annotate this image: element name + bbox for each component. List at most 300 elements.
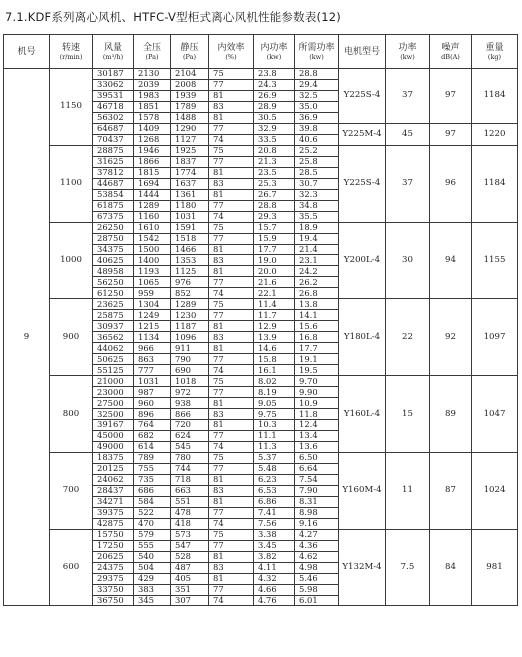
internal-power-cell: 6.53 <box>254 485 295 496</box>
motor-power-cell: 37 <box>386 145 430 222</box>
static-pressure-cell: 1488 <box>171 112 209 123</box>
efficiency-cell: 77 <box>209 354 254 365</box>
total-pressure-cell: 1031 <box>134 376 171 387</box>
airflow-cell: 56302 <box>93 112 134 123</box>
motor-power-cell: 22 <box>386 299 430 376</box>
column-header-label: 重量 <box>485 42 504 53</box>
motor-power-cell: 15 <box>386 376 430 453</box>
internal-power-cell: 32.9 <box>254 123 295 134</box>
table-row <box>4 529 518 540</box>
static-pressure-cell: 1031 <box>171 211 209 222</box>
airflow-cell: 67375 <box>93 211 134 222</box>
total-pressure-cell: 1289 <box>134 200 171 211</box>
efficiency-cell: 81 <box>209 266 254 277</box>
internal-power-cell: 26.7 <box>254 189 295 200</box>
internal-power-cell: 20.8 <box>254 145 295 156</box>
column-header <box>339 35 386 69</box>
efficiency-cell: 74 <box>209 595 254 606</box>
total-pressure-cell: 966 <box>134 343 171 354</box>
required-power-cell: 21.4 <box>295 244 339 255</box>
total-pressure-cell: 1160 <box>134 211 171 222</box>
efficiency-cell: 77 <box>209 430 254 441</box>
static-pressure-cell: 1353 <box>171 255 209 266</box>
required-power-cell: 12.4 <box>295 420 339 431</box>
airflow-cell: 24062 <box>93 474 134 485</box>
total-pressure-cell: 2130 <box>134 69 171 80</box>
efficiency-cell: 77 <box>209 463 254 474</box>
airflow-cell: 21000 <box>93 376 134 387</box>
internal-power-cell: 5.48 <box>254 463 295 474</box>
total-pressure-cell: 470 <box>134 518 171 529</box>
efficiency-cell: 74 <box>209 441 254 452</box>
table-row <box>4 376 518 387</box>
efficiency-cell: 75 <box>209 69 254 80</box>
required-power-cell: 15.6 <box>295 321 339 332</box>
column-header-label: 转速 <box>61 42 80 53</box>
static-pressure-cell: 1127 <box>171 134 209 145</box>
required-power-cell: 28.5 <box>295 167 339 178</box>
required-power-cell: 4.27 <box>295 529 339 540</box>
internal-power-cell: 28.9 <box>254 101 295 112</box>
static-pressure-cell: 418 <box>171 518 209 529</box>
column-header-label: 内效率 <box>217 42 245 53</box>
total-pressure-cell: 1983 <box>134 90 171 101</box>
header-row <box>4 35 518 69</box>
efficiency-cell: 81 <box>209 90 254 101</box>
internal-power-cell: 4.76 <box>254 595 295 606</box>
total-pressure-cell: 735 <box>134 474 171 485</box>
static-pressure-cell: 1837 <box>171 156 209 167</box>
efficiency-cell: 83 <box>209 409 254 420</box>
required-power-cell: 25.2 <box>295 145 339 156</box>
total-pressure-cell: 755 <box>134 463 171 474</box>
required-power-cell: 7.90 <box>295 485 339 496</box>
table-body <box>4 69 518 606</box>
efficiency-cell: 83 <box>209 255 254 266</box>
internal-power-cell: 22.1 <box>254 288 295 299</box>
efficiency-cell: 74 <box>209 211 254 222</box>
efficiency-cell: 83 <box>209 485 254 496</box>
motor-model-cell: Y160M-4 <box>339 452 386 529</box>
efficiency-cell: 77 <box>209 507 254 518</box>
required-power-cell: 9.90 <box>295 387 339 398</box>
required-power-cell: 23.1 <box>295 255 339 266</box>
table-row <box>4 222 518 233</box>
required-power-cell: 16.8 <box>295 332 339 343</box>
airflow-cell: 27500 <box>93 398 134 409</box>
speed-cell: 1100 <box>50 145 93 222</box>
internal-power-cell: 23.8 <box>254 69 295 80</box>
required-power-cell: 19.5 <box>295 365 339 376</box>
efficiency-cell: 83 <box>209 332 254 343</box>
required-power-cell: 30.7 <box>295 178 339 189</box>
efficiency-cell: 75 <box>209 452 254 463</box>
internal-power-cell: 7.41 <box>254 507 295 518</box>
required-power-cell: 18.9 <box>295 222 339 233</box>
efficiency-cell: 75 <box>209 222 254 233</box>
efficiency-cell: 81 <box>209 551 254 562</box>
required-power-cell: 7.54 <box>295 474 339 485</box>
efficiency-cell: 77 <box>209 123 254 134</box>
static-pressure-cell: 2008 <box>171 79 209 90</box>
noise-cell: 97 <box>430 69 472 124</box>
total-pressure-cell: 1815 <box>134 167 171 178</box>
static-pressure-cell: 911 <box>171 343 209 354</box>
required-power-cell: 28.8 <box>295 69 339 80</box>
static-pressure-cell: 1518 <box>171 233 209 244</box>
internal-power-cell: 14.6 <box>254 343 295 354</box>
total-pressure-cell: 1444 <box>134 189 171 200</box>
motor-power-cell: 45 <box>386 123 430 145</box>
efficiency-cell: 81 <box>209 573 254 584</box>
column-header-unit: dB(A) <box>441 52 460 61</box>
column-header <box>295 35 339 69</box>
efficiency-cell: 77 <box>209 540 254 551</box>
efficiency-cell: 74 <box>209 518 254 529</box>
internal-power-cell: 3.45 <box>254 540 295 551</box>
total-pressure-cell: 579 <box>134 529 171 540</box>
static-pressure-cell: 1125 <box>171 266 209 277</box>
required-power-cell: 6.50 <box>295 452 339 463</box>
internal-power-cell: 26.9 <box>254 90 295 101</box>
static-pressure-cell: 2104 <box>171 69 209 80</box>
motor-model-cell: Y225S-4 <box>339 145 386 222</box>
efficiency-cell: 81 <box>209 343 254 354</box>
total-pressure-cell: 1134 <box>134 332 171 343</box>
weight-cell: 981 <box>472 529 518 606</box>
efficiency-cell: 77 <box>209 200 254 211</box>
speed-cell: 800 <box>50 376 93 453</box>
noise-cell: 89 <box>430 376 472 453</box>
efficiency-cell: 81 <box>209 112 254 123</box>
column-header-unit: (Pa) <box>145 52 159 61</box>
weight-cell: 1047 <box>472 376 518 453</box>
required-power-cell: 35.0 <box>295 101 339 112</box>
weight-cell: 1184 <box>472 69 518 124</box>
internal-power-cell: 4.11 <box>254 562 295 573</box>
internal-power-cell: 11.7 <box>254 310 295 321</box>
weight-cell: 1024 <box>472 452 518 529</box>
table-row <box>4 452 518 463</box>
required-power-cell: 9.16 <box>295 518 339 529</box>
required-power-cell: 4.62 <box>295 551 339 562</box>
internal-power-cell: 15.8 <box>254 354 295 365</box>
required-power-cell: 32.5 <box>295 90 339 101</box>
column-header <box>93 35 134 69</box>
internal-power-cell: 13.9 <box>254 332 295 343</box>
airflow-cell: 39375 <box>93 507 134 518</box>
column-header-unit: (m³/h) <box>102 52 124 61</box>
required-power-cell: 9.70 <box>295 376 339 387</box>
required-power-cell: 26.8 <box>295 288 339 299</box>
static-pressure-cell: 780 <box>171 452 209 463</box>
airflow-cell: 61250 <box>93 288 134 299</box>
total-pressure-cell: 1500 <box>134 244 171 255</box>
airflow-cell: 46718 <box>93 101 134 112</box>
static-pressure-cell: 1637 <box>171 178 209 189</box>
total-pressure-cell: 504 <box>134 562 171 573</box>
efficiency-cell: 75 <box>209 376 254 387</box>
static-pressure-cell: 1591 <box>171 222 209 233</box>
column-header <box>430 35 472 69</box>
noise-cell: 92 <box>430 299 472 376</box>
internal-power-cell: 15.9 <box>254 233 295 244</box>
column-header <box>4 35 50 69</box>
internal-power-cell: 6.86 <box>254 496 295 507</box>
airflow-cell: 23625 <box>93 299 134 310</box>
internal-power-cell: 3.82 <box>254 551 295 562</box>
efficiency-cell: 81 <box>209 398 254 409</box>
internal-power-cell: 21.6 <box>254 277 295 288</box>
column-header <box>171 35 209 69</box>
static-pressure-cell: 1180 <box>171 200 209 211</box>
page-title: 7.1.KDF系列离心风机、HTFC-V型柜式离心风机性能参数表(12) <box>5 10 341 24</box>
static-pressure-cell: 866 <box>171 409 209 420</box>
total-pressure-cell: 1578 <box>134 112 171 123</box>
column-header-unit: (Pa) <box>182 52 197 61</box>
internal-power-cell: 7.56 <box>254 518 295 529</box>
static-pressure-cell: 351 <box>171 584 209 595</box>
efficiency-cell: 83 <box>209 562 254 573</box>
required-power-cell: 39.8 <box>295 123 339 134</box>
airflow-cell: 17250 <box>93 540 134 551</box>
required-power-cell: 19.4 <box>295 233 339 244</box>
column-header-label: 静压 <box>180 42 199 53</box>
motor-power-cell: 37 <box>386 69 430 124</box>
noise-cell: 84 <box>430 529 472 606</box>
column-header-unit: (kw) <box>400 52 415 61</box>
efficiency-cell: 81 <box>209 189 254 200</box>
column-header <box>254 35 295 69</box>
static-pressure-cell: 744 <box>171 463 209 474</box>
motor-model-cell: Y200L-4 <box>339 222 386 299</box>
airflow-cell: 61875 <box>93 200 134 211</box>
required-power-cell: 6.64 <box>295 463 339 474</box>
airflow-cell: 28875 <box>93 145 134 156</box>
column-header-label: 噪声 <box>441 42 460 53</box>
table-row <box>4 145 518 156</box>
efficiency-cell: 81 <box>209 496 254 507</box>
airflow-cell: 64687 <box>93 123 134 134</box>
static-pressure-cell: 790 <box>171 354 209 365</box>
required-power-cell: 34.8 <box>295 200 339 211</box>
weight-cell: 1155 <box>472 222 518 299</box>
machine-number-cell: 9 <box>4 69 50 606</box>
static-pressure-cell: 852 <box>171 288 209 299</box>
total-pressure-cell: 522 <box>134 507 171 518</box>
total-pressure-cell: 429 <box>134 573 171 584</box>
airflow-cell: 31625 <box>93 156 134 167</box>
static-pressure-cell: 1466 <box>171 244 209 255</box>
airflow-cell: 23000 <box>93 387 134 398</box>
motor-model-cell: Y180L-4 <box>339 299 386 376</box>
static-pressure-cell: 478 <box>171 507 209 518</box>
required-power-cell: 8.98 <box>295 507 339 518</box>
required-power-cell: 32.3 <box>295 189 339 200</box>
airflow-cell: 36750 <box>93 595 134 606</box>
total-pressure-cell: 863 <box>134 354 171 365</box>
required-power-cell: 10.9 <box>295 398 339 409</box>
total-pressure-cell: 1610 <box>134 222 171 233</box>
static-pressure-cell: 663 <box>171 485 209 496</box>
internal-power-cell: 19.0 <box>254 255 295 266</box>
required-power-cell: 19.1 <box>295 354 339 365</box>
total-pressure-cell: 789 <box>134 452 171 463</box>
efficiency-cell: 81 <box>209 420 254 431</box>
total-pressure-cell: 1268 <box>134 134 171 145</box>
noise-cell: 97 <box>430 123 472 145</box>
static-pressure-cell: 1774 <box>171 167 209 178</box>
airflow-cell: 30937 <box>93 321 134 332</box>
airflow-cell: 36562 <box>93 332 134 343</box>
required-power-cell: 8.31 <box>295 496 339 507</box>
efficiency-cell: 81 <box>209 321 254 332</box>
airflow-cell: 20125 <box>93 463 134 474</box>
required-power-cell: 14.1 <box>295 310 339 321</box>
efficiency-cell: 81 <box>209 167 254 178</box>
efficiency-cell: 77 <box>209 79 254 90</box>
efficiency-cell: 83 <box>209 178 254 189</box>
column-header <box>134 35 171 69</box>
motor-power-cell: 30 <box>386 222 430 299</box>
airflow-cell: 34271 <box>93 496 134 507</box>
internal-power-cell: 4.32 <box>254 573 295 584</box>
total-pressure-cell: 1215 <box>134 321 171 332</box>
speed-cell: 700 <box>50 452 93 529</box>
efficiency-cell: 81 <box>209 244 254 255</box>
required-power-cell: 13.4 <box>295 430 339 441</box>
airflow-cell: 49000 <box>93 441 134 452</box>
required-power-cell: 35.5 <box>295 211 339 222</box>
noise-cell: 96 <box>430 145 472 222</box>
efficiency-cell: 75 <box>209 529 254 540</box>
static-pressure-cell: 1289 <box>171 299 209 310</box>
total-pressure-cell: 1249 <box>134 310 171 321</box>
internal-power-cell: 23.5 <box>254 167 295 178</box>
required-power-cell: 11.8 <box>295 409 339 420</box>
noise-cell: 94 <box>430 222 472 299</box>
internal-power-cell: 12.9 <box>254 321 295 332</box>
total-pressure-cell: 777 <box>134 365 171 376</box>
internal-power-cell: 3.38 <box>254 529 295 540</box>
total-pressure-cell: 686 <box>134 485 171 496</box>
static-pressure-cell: 972 <box>171 387 209 398</box>
airflow-cell: 20625 <box>93 551 134 562</box>
internal-power-cell: 5.37 <box>254 452 295 463</box>
noise-cell: 87 <box>430 452 472 529</box>
column-header <box>209 35 254 69</box>
required-power-cell: 26.2 <box>295 277 339 288</box>
internal-power-cell: 8.02 <box>254 376 295 387</box>
static-pressure-cell: 547 <box>171 540 209 551</box>
column-header-unit: (kw) <box>266 52 282 61</box>
required-power-cell: 13.6 <box>295 441 339 452</box>
static-pressure-cell: 1096 <box>171 332 209 343</box>
total-pressure-cell: 987 <box>134 387 171 398</box>
internal-power-cell: 25.3 <box>254 178 295 189</box>
total-pressure-cell: 682 <box>134 430 171 441</box>
internal-power-cell: 11.3 <box>254 441 295 452</box>
airflow-cell: 42875 <box>93 518 134 529</box>
total-pressure-cell: 540 <box>134 551 171 562</box>
airflow-cell: 44062 <box>93 343 134 354</box>
efficiency-cell: 81 <box>209 474 254 485</box>
total-pressure-cell: 1851 <box>134 101 171 112</box>
required-power-cell: 13.8 <box>295 299 339 310</box>
efficiency-cell: 77 <box>209 277 254 288</box>
static-pressure-cell: 573 <box>171 529 209 540</box>
internal-power-cell: 30.5 <box>254 112 295 123</box>
static-pressure-cell: 1361 <box>171 189 209 200</box>
total-pressure-cell: 959 <box>134 288 171 299</box>
internal-power-cell: 24.3 <box>254 79 295 90</box>
airflow-cell: 18375 <box>93 452 134 463</box>
static-pressure-cell: 1018 <box>171 376 209 387</box>
airflow-cell: 25875 <box>93 310 134 321</box>
internal-power-cell: 11.1 <box>254 430 295 441</box>
internal-power-cell: 20.0 <box>254 266 295 277</box>
column-header-label: 功率 <box>398 42 417 53</box>
internal-power-cell: 16.1 <box>254 365 295 376</box>
required-power-cell: 17.7 <box>295 343 339 354</box>
table-row <box>4 69 518 80</box>
static-pressure-cell: 307 <box>171 595 209 606</box>
total-pressure-cell: 1694 <box>134 178 171 189</box>
column-header-unit: (kw) <box>309 52 324 61</box>
static-pressure-cell: 938 <box>171 398 209 409</box>
total-pressure-cell: 1193 <box>134 266 171 277</box>
airflow-cell: 33750 <box>93 584 134 595</box>
total-pressure-cell: 614 <box>134 441 171 452</box>
airflow-cell: 37812 <box>93 167 134 178</box>
efficiency-cell: 74 <box>209 365 254 376</box>
airflow-cell: 44687 <box>93 178 134 189</box>
static-pressure-cell: 718 <box>171 474 209 485</box>
airflow-cell: 39167 <box>93 420 134 431</box>
weight-cell: 1220 <box>472 123 518 145</box>
efficiency-cell: 77 <box>209 156 254 167</box>
motor-model-cell: Y225M-4 <box>339 123 386 145</box>
total-pressure-cell: 2039 <box>134 79 171 90</box>
total-pressure-cell: 383 <box>134 584 171 595</box>
total-pressure-cell: 1946 <box>134 145 171 156</box>
efficiency-cell: 77 <box>209 310 254 321</box>
static-pressure-cell: 690 <box>171 365 209 376</box>
airflow-cell: 32500 <box>93 409 134 420</box>
static-pressure-cell: 1187 <box>171 321 209 332</box>
internal-power-cell: 21.3 <box>254 156 295 167</box>
speed-cell: 1000 <box>50 222 93 299</box>
required-power-cell: 25.8 <box>295 156 339 167</box>
airflow-cell: 70437 <box>93 134 134 145</box>
total-pressure-cell: 584 <box>134 496 171 507</box>
internal-power-cell: 9.75 <box>254 409 295 420</box>
column-header <box>50 35 93 69</box>
internal-power-cell: 15.7 <box>254 222 295 233</box>
static-pressure-cell: 545 <box>171 441 209 452</box>
total-pressure-cell: 960 <box>134 398 171 409</box>
column-header-label: 全压 <box>142 42 161 53</box>
airflow-cell: 56250 <box>93 277 134 288</box>
internal-power-cell: 17.7 <box>254 244 295 255</box>
speed-cell: 600 <box>50 529 93 606</box>
column-header-label: 机号 <box>17 46 36 57</box>
airflow-cell: 39531 <box>93 90 134 101</box>
airflow-cell: 45000 <box>93 430 134 441</box>
total-pressure-cell: 1542 <box>134 233 171 244</box>
airflow-cell: 24375 <box>93 562 134 573</box>
column-header-unit: (%) <box>225 52 237 61</box>
